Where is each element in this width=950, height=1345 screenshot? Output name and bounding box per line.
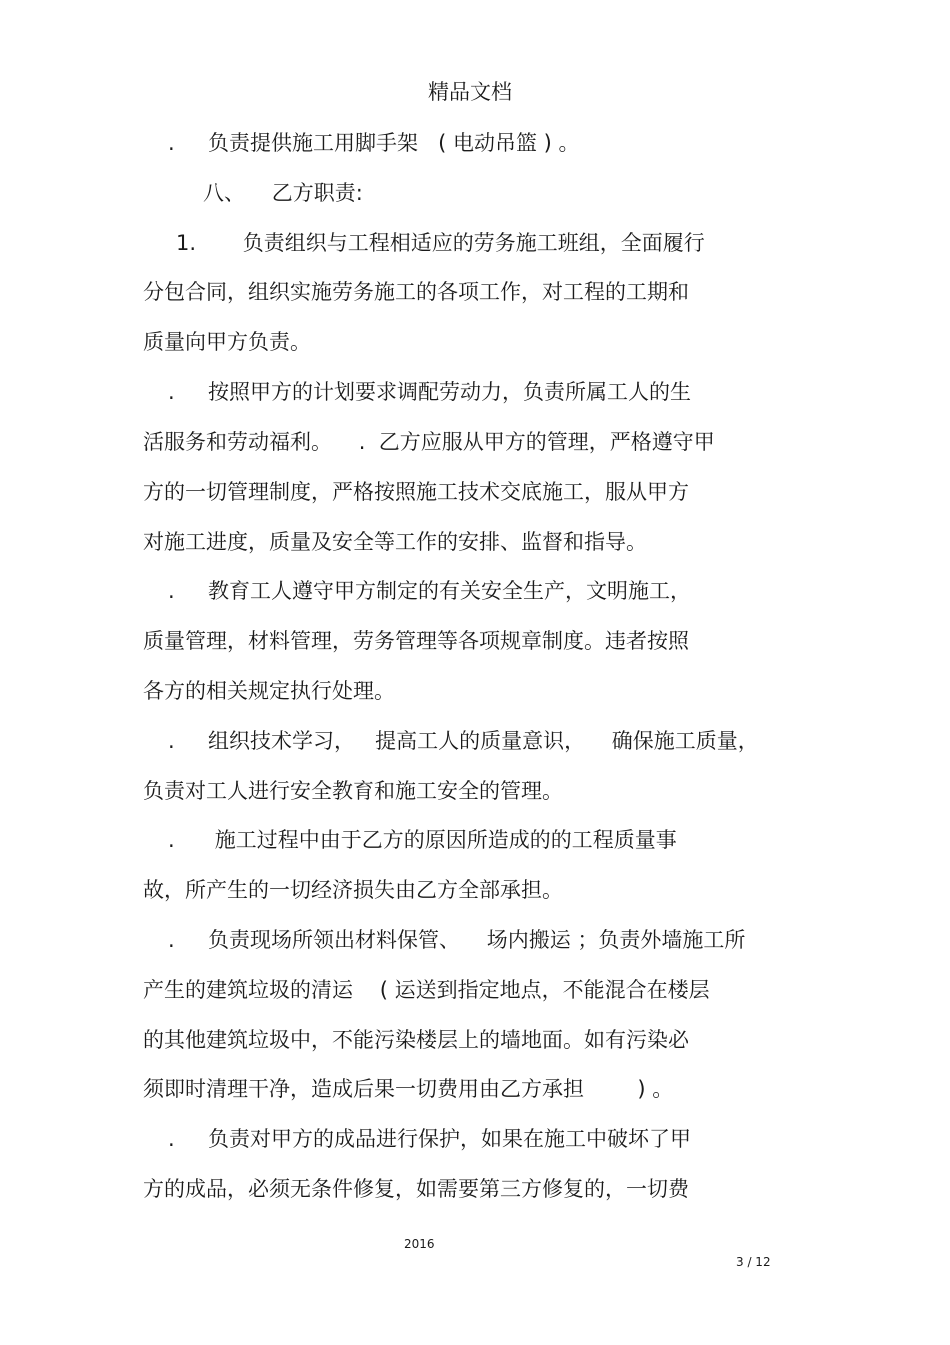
body-line: 产生的建筑垃圾的清运 ( 运送到指定地点，不能混合在楼层 [143, 978, 710, 1002]
body-line: 质量管理，材料管理，劳务管理等各项规章制度。违者按照 [143, 629, 689, 653]
body-line: . 负责对甲方的成品进行保护，如果在施工中破坏了甲 [168, 1127, 692, 1151]
body-line: 故，所产生的一切经济损失由乙方全部承担。 [143, 878, 563, 902]
body-line: 分包合同，组织实施劳务施工的各项工作，对工程的工期和 [143, 280, 689, 304]
page-number: 3 / 12 [736, 1255, 771, 1269]
body-line: . 组织技术学习， 提高工人的质量意识， 确保施工质量， [168, 729, 759, 753]
body-line: 活服务和劳动福利。 . 乙方应服从甲方的管理，严格遵守甲 [143, 430, 715, 454]
body-line: 的其他建筑垃圾中，不能污染楼层上的墙地面。如有污染必 [143, 1028, 689, 1052]
body-line: 各方的相关规定执行处理。 [143, 679, 395, 703]
body-line: . 按照甲方的计划要求调配劳动力，负责所属工人的生 [168, 380, 692, 404]
page-header: 精品文档 [428, 80, 512, 104]
body-line: 负责对工人进行安全教育和施工安全的管理。 [143, 779, 563, 803]
body-line: . 教育工人遵守甲方制定的有关安全生产，文明施工， [168, 579, 692, 603]
body-line: . 负责提供施工用脚手架 ( 电动吊篮 ) 。 [168, 131, 580, 155]
body-line: 须即时清理干净，造成后果一切费用由乙方承担 ) 。 [143, 1077, 674, 1101]
body-line: 对施工进度，质量及安全等工作的安排、监督和指导。 [143, 530, 647, 554]
footer-year: 2016 [404, 1237, 435, 1251]
body-line: 质量向甲方负责。 [143, 330, 311, 354]
body-line: . 负责现场所领出材料保管、 场内搬运 ；负责外墙施工所 [168, 928, 746, 952]
body-line: . 施工过程中由于乙方的原因所造成的的工程质量事 [168, 828, 677, 852]
body-line: 方的一切管理制度，严格按照施工技术交底施工，服从甲方 [143, 480, 689, 504]
body-line: 方的成品，必须无条件修复，如需要第三方修复的，一切费 [143, 1177, 689, 1201]
section-heading: 八、 乙方职责: [203, 181, 363, 205]
body-line: 1. 负责组织与工程相适应的劳务施工班组，全面履行 [176, 231, 705, 255]
